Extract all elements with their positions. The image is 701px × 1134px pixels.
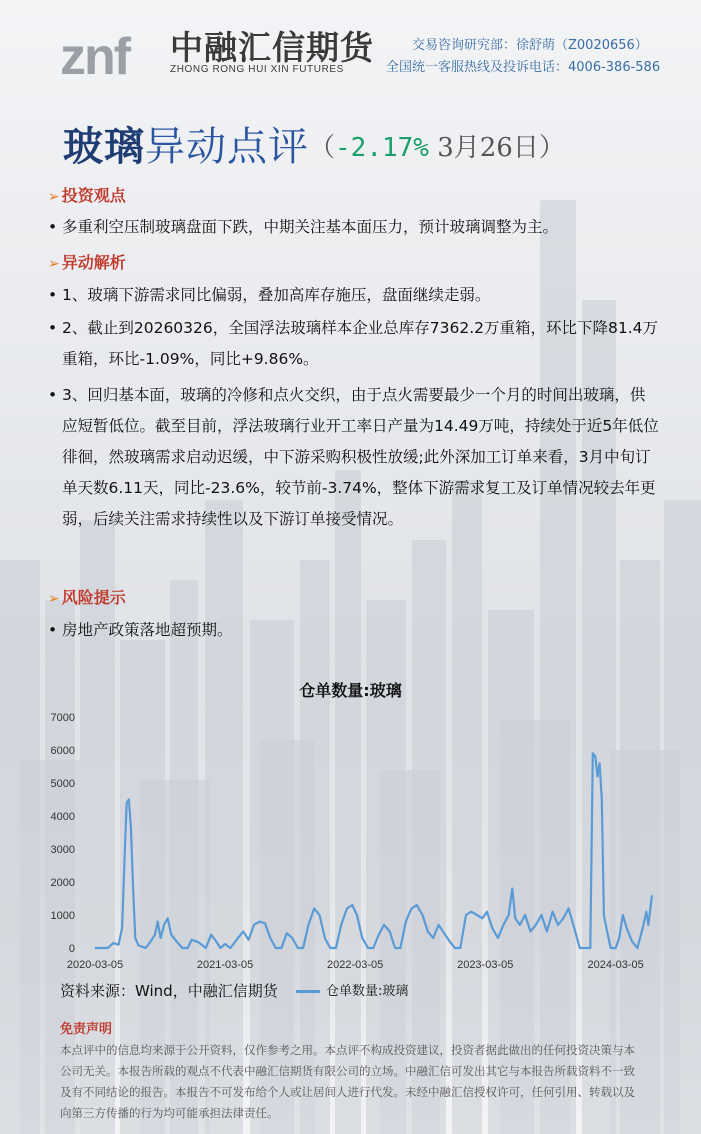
hotline-contact: 全国统一客服热线及投诉电话：4006-386-586 [386,60,661,75]
y-axis-ticks [51,712,75,955]
company-name-cn: 中融汇信期货 [170,28,374,67]
section-heading-risk [48,585,126,608]
analysis-heading-text: 异动解析 [61,253,126,272]
y-tick-label: 6000 [50,745,75,757]
warehouse-receipt-chart [0,700,701,975]
analysis-text-1: 1、玻璃下游需求同比偏弱，叠加高库存施压，盘面继续走弱。 [62,286,491,304]
chart-title: 仓单数量:玻璃 [299,681,402,700]
y-tick-label: 5000 [50,778,75,790]
company-name-en: ZHONG RONG HUI XIN FUTURES [170,64,344,75]
y-tick-label: 0 [68,943,75,955]
y-tick-label: 7000 [50,712,75,724]
analysis-bullet-2 [48,313,660,375]
arrow-icon: ➢ [48,256,60,272]
x-axis-ticks [67,959,644,971]
bullet-icon: • [48,218,58,236]
title-change: -2.17% [335,133,429,163]
analyst-contact: 交易咨询研究部：徐舒萌（Z0020656） [412,38,648,53]
risk-text: 房地产政策落地超预期。 [62,621,233,639]
x-tick-label: 2022-03-05 [327,959,384,971]
title-paren-close: ） [538,133,565,163]
view-text: 多重利空压制玻璃盘面下跌，中期关注基本面压力，预计玻璃调整为主。 [62,218,559,236]
title-paren-open: （ [309,133,336,163]
arrow-icon: ➢ [48,591,60,607]
analysis-text-3: 3、回归基本面，玻璃的冷修和点火交织，由于点火需要最少一个月的时间出玻璃，供应短暂低位。截至目前，浮法玻璃行业开工率日产量为14.49万吨，持续处于近5年低位徘徊，然玻璃需求启动迟缓，中下游采购积极性放缓;此外深加工订单来看，3月中旬订单天数6.11天，同比-23.6%，较节前-3.74%，整体下游需求复工及订单情况较去年更弱，后续关注需求持续性以及下游订单接受情况。 [62,386,659,528]
report-header [0,0,701,95]
disclaimer-heading: 免责声明 [60,1022,113,1037]
x-tick-label: 2023-03-05 [457,959,514,971]
arrow-icon: ➢ [48,189,60,205]
chart-legend [296,980,408,999]
analysis-bullet-1 [48,280,660,311]
section-heading-view [48,183,126,206]
view-heading-text: 投资观点 [61,186,126,205]
data-source: 资料来源：Wind，中融汇信期货 [60,982,278,1000]
y-tick-label: 3000 [50,844,75,856]
y-tick-label: 2000 [50,877,75,889]
x-tick-label: 2024-03-05 [587,959,644,971]
bullet-icon: • [48,621,58,639]
view-bullet [48,212,660,243]
risk-heading-text: 风险提示 [61,588,126,607]
legend-swatch [296,990,320,993]
y-tick-label: 1000 [50,910,75,922]
title-date: 3月26日 [428,133,539,163]
bullet-icon: • [48,286,58,304]
bullet-icon: • [48,386,58,404]
logo-mark-text: znf [60,28,130,80]
company-logo-icon [60,16,160,80]
analysis-bullet-3 [48,380,660,535]
legend-label: 仓单数量:玻璃 [326,984,409,999]
analysis-text-2: 2、截止到20260326，全国浮法玻璃样本企业总库存7362.2万重箱，环比下降81.4万重箱，环比-1.09%，同比+9.86%。 [62,319,659,368]
series-line [95,753,652,948]
x-tick-label: 2021-03-05 [196,959,254,971]
risk-bullet [48,615,660,646]
x-tick-label: 2020-03-05 [66,959,124,971]
disclaimer-text: 本点评中的信息均来源于公开资料，仅作参考之用。本点评不构成投资建议，投资者据此做出的任何投资决策与本公司无关。本报告所载的观点不代表中融汇信期货有限公司的立场。中融汇信可发出其它与本报告所载资料不一致及有不同结论的报告。本报告不可发布给个人或让居间人进行代发。未经中融汇信授权许可，任何引用、转载以及向第三方传播的行为均可能承担法律责任。 [60,1043,635,1120]
section-heading-analysis [48,250,126,273]
y-tick-label: 4000 [50,811,75,823]
report-title [63,115,565,172]
bullet-icon: • [48,319,58,337]
title-type: 异动点评 [145,124,309,170]
title-product: 玻璃 [63,123,145,170]
